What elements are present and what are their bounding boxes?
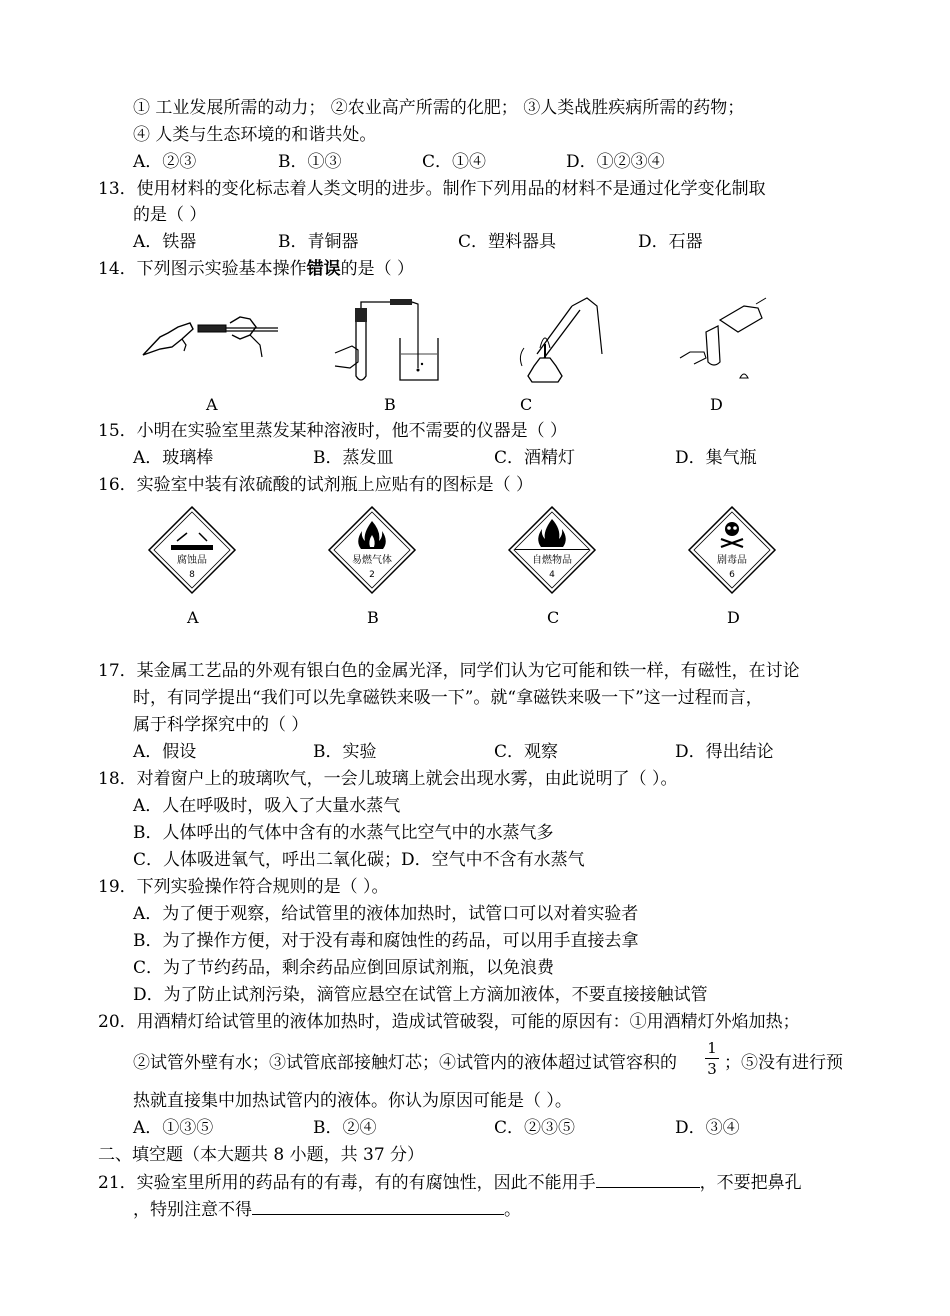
q16-caption-a: A [187, 608, 199, 627]
q21-line1: 21．实验室里所用的药品有的有毒，有的有腐蚀性，因此不能用手 ，不要把鼻孔 [98, 1173, 802, 1193]
q17-line2: 时，有同学提出“我们可以先拿磁铁来吸一下”。就“拿磁铁来吸一下”这一过程而言， [133, 688, 763, 708]
sign-d-label: 剧毒品 [717, 555, 747, 566]
q16-caption-b: B [367, 608, 379, 627]
q13-option-d: D．石器 [638, 232, 703, 252]
q13-line2: 的是（ ） [133, 205, 207, 225]
q15-option-c: C．酒精灯 [494, 448, 576, 468]
q15-stem: 15．小明在实验室里蒸发某种溶液时，他不需要的仪器是（ ） [98, 421, 568, 441]
q18-option-b: B．人体呼出的气体中含有的水蒸气比空气中的水蒸气多 [133, 823, 554, 843]
sign-b-label: 易燃气体 [352, 555, 392, 566]
sign-a-label: 腐蚀品 [177, 555, 207, 566]
toxic-sign [687, 505, 777, 595]
q20-option-c: C．②③⑤ [494, 1118, 576, 1138]
q18-option-a: A．人在呼吸时，吸入了大量水蒸气 [133, 796, 401, 816]
q16-caption-c: C [547, 608, 560, 627]
q19-option-c: C．为了节约药品，剩余药品应倒回原试剂瓶，以免浪费 [133, 958, 555, 978]
q12-option-c: C．①④ [422, 152, 487, 172]
sign-a-number: 8 [189, 570, 195, 580]
q20-line3: 热就直接集中加热试管内的液体。你认为原因可能是（ ）。 [133, 1091, 572, 1111]
q17-option-b: B．实验 [313, 742, 377, 762]
q19-option-b: B．为了操作方便，对于没有毒和腐蚀性的药品，可以用手直接去拿 [133, 931, 639, 951]
fraction-one-third [705, 1040, 719, 1077]
q14-emphasis: 错误 [306, 259, 341, 279]
q17-line1: 17．某金属工艺品的外观有银白色的金属光泽，同学们认为它可能和铁一样，有磁性，在讨论 [98, 661, 800, 681]
q16-caption-d: D [727, 608, 740, 627]
q12-option-a: A．②③ [133, 152, 197, 172]
q14-caption-c: C [520, 395, 533, 414]
q15-option-d: D．集气瓶 [675, 448, 757, 468]
q13-line1: 13．使用材料的变化标志着人类文明的进步。制作下列用品的材料不是通过化学变化制取 [98, 179, 766, 199]
q20-option-a: A．①③⑤ [133, 1118, 214, 1138]
fraction-denominator: 3 [707, 1060, 717, 1078]
q14-figure-c [512, 296, 612, 391]
q14-figure-b [330, 298, 445, 388]
q15-option-b: B．蒸发皿 [313, 448, 394, 468]
q17-line3: 属于科学探究中的（ ） [133, 715, 309, 735]
q20-line1: 20．用酒精灯给试管里的液体加热时，造成试管破裂，可能的原因有：①用酒精灯外焰加热； [98, 1012, 800, 1032]
q13-option-a: A．铁器 [133, 232, 197, 252]
q14-stem: 14．下列图示实验基本操作错误的是（ ） [98, 259, 415, 279]
sign-b-number: 2 [369, 570, 375, 580]
q12-option-b: B．①③ [278, 152, 342, 172]
q20-option-d: D．③④ [675, 1118, 740, 1138]
q12-line2: ④ 人类与生态环境的和谐共处。 [133, 125, 377, 145]
spontaneous-combustion-sign [507, 505, 597, 595]
sign-c-label: 自燃物品 [532, 555, 572, 566]
q14-figure-d [676, 296, 776, 386]
q16-stem: 16．实验室中装有浓硫酸的试剂瓶上应贴有的图标是（ ） [98, 475, 534, 495]
q14-figure-a [138, 305, 283, 365]
q19-stem: 19．下列实验操作符合规则的是（ ）。 [98, 877, 389, 897]
q17-option-c: C．观察 [494, 742, 559, 762]
q21-line2: ，特别注意不得 。 [133, 1200, 521, 1220]
q14-caption-a: A [206, 395, 218, 414]
q17-option-a: A．假设 [133, 742, 197, 762]
q20-line2b: ；⑤没有进行预 [724, 1053, 843, 1073]
q13-option-b: B．青铜器 [278, 232, 359, 252]
q14-caption-d: D [710, 395, 723, 414]
sign-c-number: 4 [549, 570, 555, 580]
q12-line1: ① 工业发展所需的动力； ②农业高产所需的化肥； ③人类战胜疾病所需的药物； [133, 98, 745, 118]
q19-option-a: A．为了便于观察，给试管里的液体加热时，试管口可以对着实验者 [133, 904, 639, 924]
corrosive-sign [147, 505, 237, 595]
sign-d-number: 6 [729, 570, 735, 580]
blank-answer-1[interactable] [596, 1171, 700, 1188]
blank-answer-2[interactable] [252, 1198, 504, 1215]
flammable-gas-sign [327, 505, 417, 595]
q15-option-a: A．玻璃棒 [133, 448, 214, 468]
q17-option-d: D．得出结论 [675, 742, 774, 762]
q20-option-b: B．②④ [313, 1118, 377, 1138]
section-heading: 二、填空题（本大题共 8 小题，共 37 分） [98, 1145, 425, 1165]
q20-line2a: ②试管外壁有水；③试管底部接触灯芯；④试管内的液体超过试管容积的 [133, 1053, 677, 1073]
q18-stem: 18．对着窗户上的玻璃吹气，一会儿玻璃上就会出现水雾，由此说明了（ ）。 [98, 769, 678, 789]
q19-option-d: D．为了防止试剂污染，滴管应悬空在试管上方滴加液体，不要直接接触试管 [133, 985, 708, 1005]
q18-option-cd: C．人体吸进氧气，呼出二氧化碳；D．空气中不含有水蒸气 [133, 850, 585, 870]
q14-caption-b: B [384, 395, 396, 414]
q12-option-d: D．①②③④ [566, 152, 665, 172]
fraction-numerator: 1 [707, 1039, 717, 1057]
q13-option-c: C．塑料器具 [458, 232, 557, 252]
